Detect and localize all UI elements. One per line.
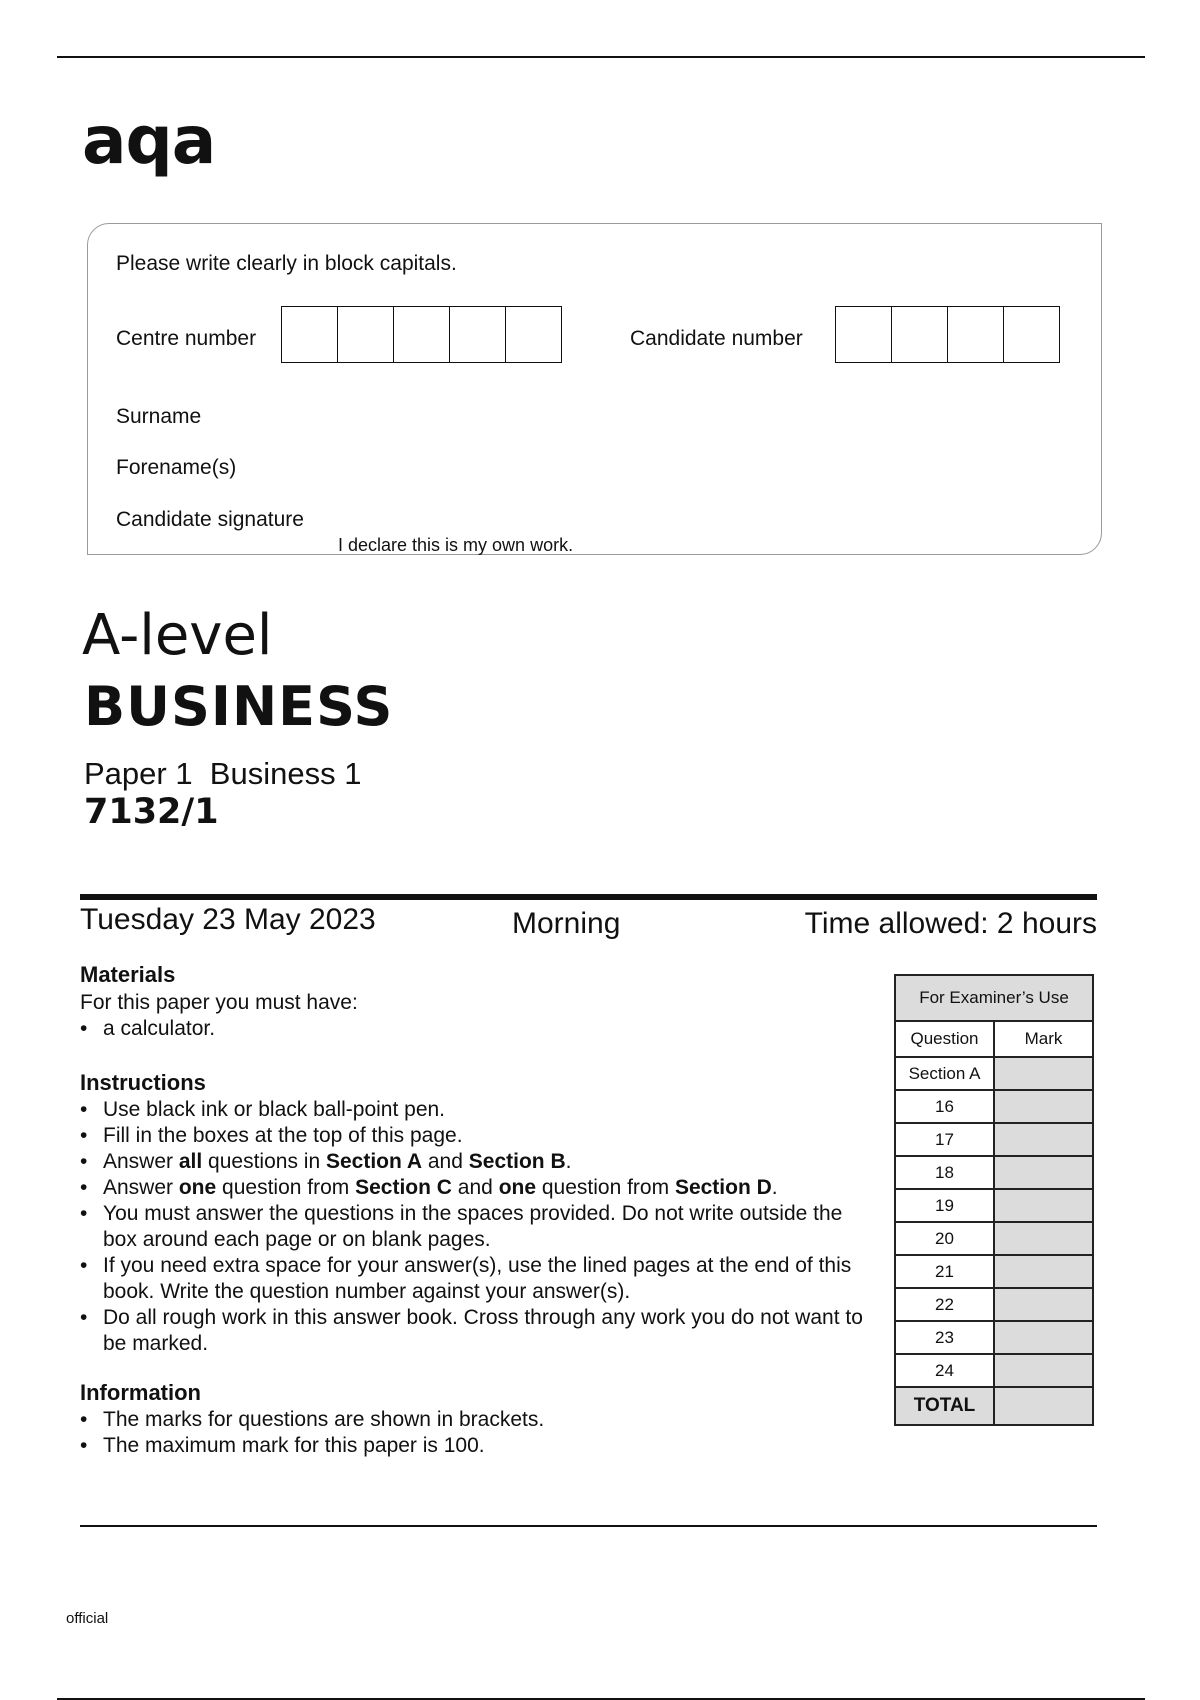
examiner-table-title: For Examiner’s Use <box>895 975 1093 1021</box>
mark-cell <box>994 1288 1093 1321</box>
centre-number-digit[interactable] <box>394 307 450 362</box>
table-row <box>895 1222 1093 1255</box>
centre-number-digit[interactable] <box>338 307 394 362</box>
column-header-mark: Mark <box>994 1021 1093 1057</box>
candidate-number-boxes[interactable] <box>835 306 1060 363</box>
forenames-label: Forename(s) <box>116 456 237 479</box>
qualification-level: A-level <box>82 603 273 668</box>
table-row <box>895 1057 1093 1090</box>
block-capitals-instruction: Please write clearly in block capitals. <box>116 252 457 275</box>
table-row <box>895 1288 1093 1321</box>
table-row <box>895 1255 1093 1288</box>
table-row <box>895 1090 1093 1123</box>
question-cell: 18 <box>895 1156 994 1189</box>
centre-number-label: Centre number <box>116 327 257 350</box>
centre-number-digit[interactable] <box>450 307 506 362</box>
list-item: • The maximum mark for this paper is 100. <box>80 1433 544 1459</box>
question-cell: 24 <box>895 1354 994 1387</box>
mark-cell <box>994 1354 1093 1387</box>
mark-cell <box>994 1222 1093 1255</box>
list-item: • Fill in the boxes at the top of this page. <box>80 1123 870 1149</box>
centre-number-digit[interactable] <box>506 307 562 362</box>
question-cell: 23 <box>895 1321 994 1354</box>
question-cell: 22 <box>895 1288 994 1321</box>
date-rule <box>80 894 1097 900</box>
question-cell: 20 <box>895 1222 994 1255</box>
table-row <box>895 1354 1093 1387</box>
materials-intro: For this paper you must have: <box>80 991 358 1014</box>
instructions-list <box>80 1097 870 1357</box>
paper-code: 7132/1 <box>84 792 219 832</box>
list-item: • a calculator. <box>80 1016 215 1042</box>
candidate-number-digit[interactable] <box>836 307 892 362</box>
question-cell: 19 <box>895 1189 994 1222</box>
exam-date: Tuesday 23 May 2023 <box>80 903 376 936</box>
mark-cell <box>994 1090 1093 1123</box>
question-cell: 17 <box>895 1123 994 1156</box>
examiner-use-table <box>894 974 1094 1426</box>
paper-title: Paper 1 Business 1 <box>84 756 362 791</box>
instructions-heading: Instructions <box>80 1070 206 1095</box>
table-row <box>895 1189 1093 1222</box>
total-mark-cell <box>994 1387 1093 1425</box>
information-list <box>80 1407 544 1459</box>
classification-tag: official <box>66 1610 109 1627</box>
list-item: • If you need extra space for your answer(s), use the lined pages at the end of this book. Write the question number against your answer(s). <box>80 1253 870 1305</box>
list-item: • You must answer the questions in the spaces provided. Do not write outside the box around each page or on blank pages. <box>80 1201 870 1253</box>
mark-cell <box>994 1321 1093 1354</box>
question-cell: 21 <box>895 1255 994 1288</box>
table-row <box>895 1156 1093 1189</box>
question-cell: 16 <box>895 1090 994 1123</box>
aqa-logo: aqa <box>82 102 216 179</box>
exam-session: Morning <box>512 907 621 940</box>
surname-label: Surname <box>116 405 202 428</box>
list-item: • Use black ink or black ball-point pen. <box>80 1097 870 1123</box>
candidate-number-label: Candidate number <box>630 327 803 350</box>
table-row <box>895 1123 1093 1156</box>
candidate-number-digit[interactable] <box>892 307 948 362</box>
subject-title: BUSINESS <box>84 675 394 738</box>
bottom-rule <box>80 1525 1097 1527</box>
centre-number-digit[interactable] <box>282 307 338 362</box>
list-item: • Answer one question from Section C and one question from Section D. <box>80 1175 870 1201</box>
candidate-number-digit[interactable] <box>1004 307 1060 362</box>
materials-list <box>80 1016 215 1042</box>
question-cell: Section A <box>895 1057 994 1090</box>
top-rule <box>57 56 1145 58</box>
list-item: • The marks for questions are shown in brackets. <box>80 1407 544 1433</box>
mark-cell <box>994 1255 1093 1288</box>
list-item: • Do all rough work in this answer book. Cross through any work you do not want to be marked. <box>80 1305 870 1357</box>
mark-cell <box>994 1057 1093 1090</box>
centre-number-boxes[interactable] <box>281 306 562 363</box>
declaration-text: I declare this is my own work. <box>338 535 574 555</box>
column-header-question: Question <box>895 1021 994 1057</box>
mark-cell <box>994 1189 1093 1222</box>
candidate-number-digit[interactable] <box>948 307 1004 362</box>
table-row <box>895 1387 1093 1425</box>
candidate-details-box <box>87 223 1102 555</box>
list-item: • Answer all questions in Section A and Section B. <box>80 1149 870 1175</box>
total-label: TOTAL <box>895 1387 994 1425</box>
mark-cell <box>994 1156 1093 1189</box>
signature-label: Candidate signature <box>116 508 304 531</box>
table-row <box>895 1321 1093 1354</box>
mark-cell <box>994 1123 1093 1156</box>
information-heading: Information <box>80 1380 201 1405</box>
time-allowed: Time allowed: 2 hours <box>804 907 1097 940</box>
materials-heading: Materials <box>80 962 176 987</box>
